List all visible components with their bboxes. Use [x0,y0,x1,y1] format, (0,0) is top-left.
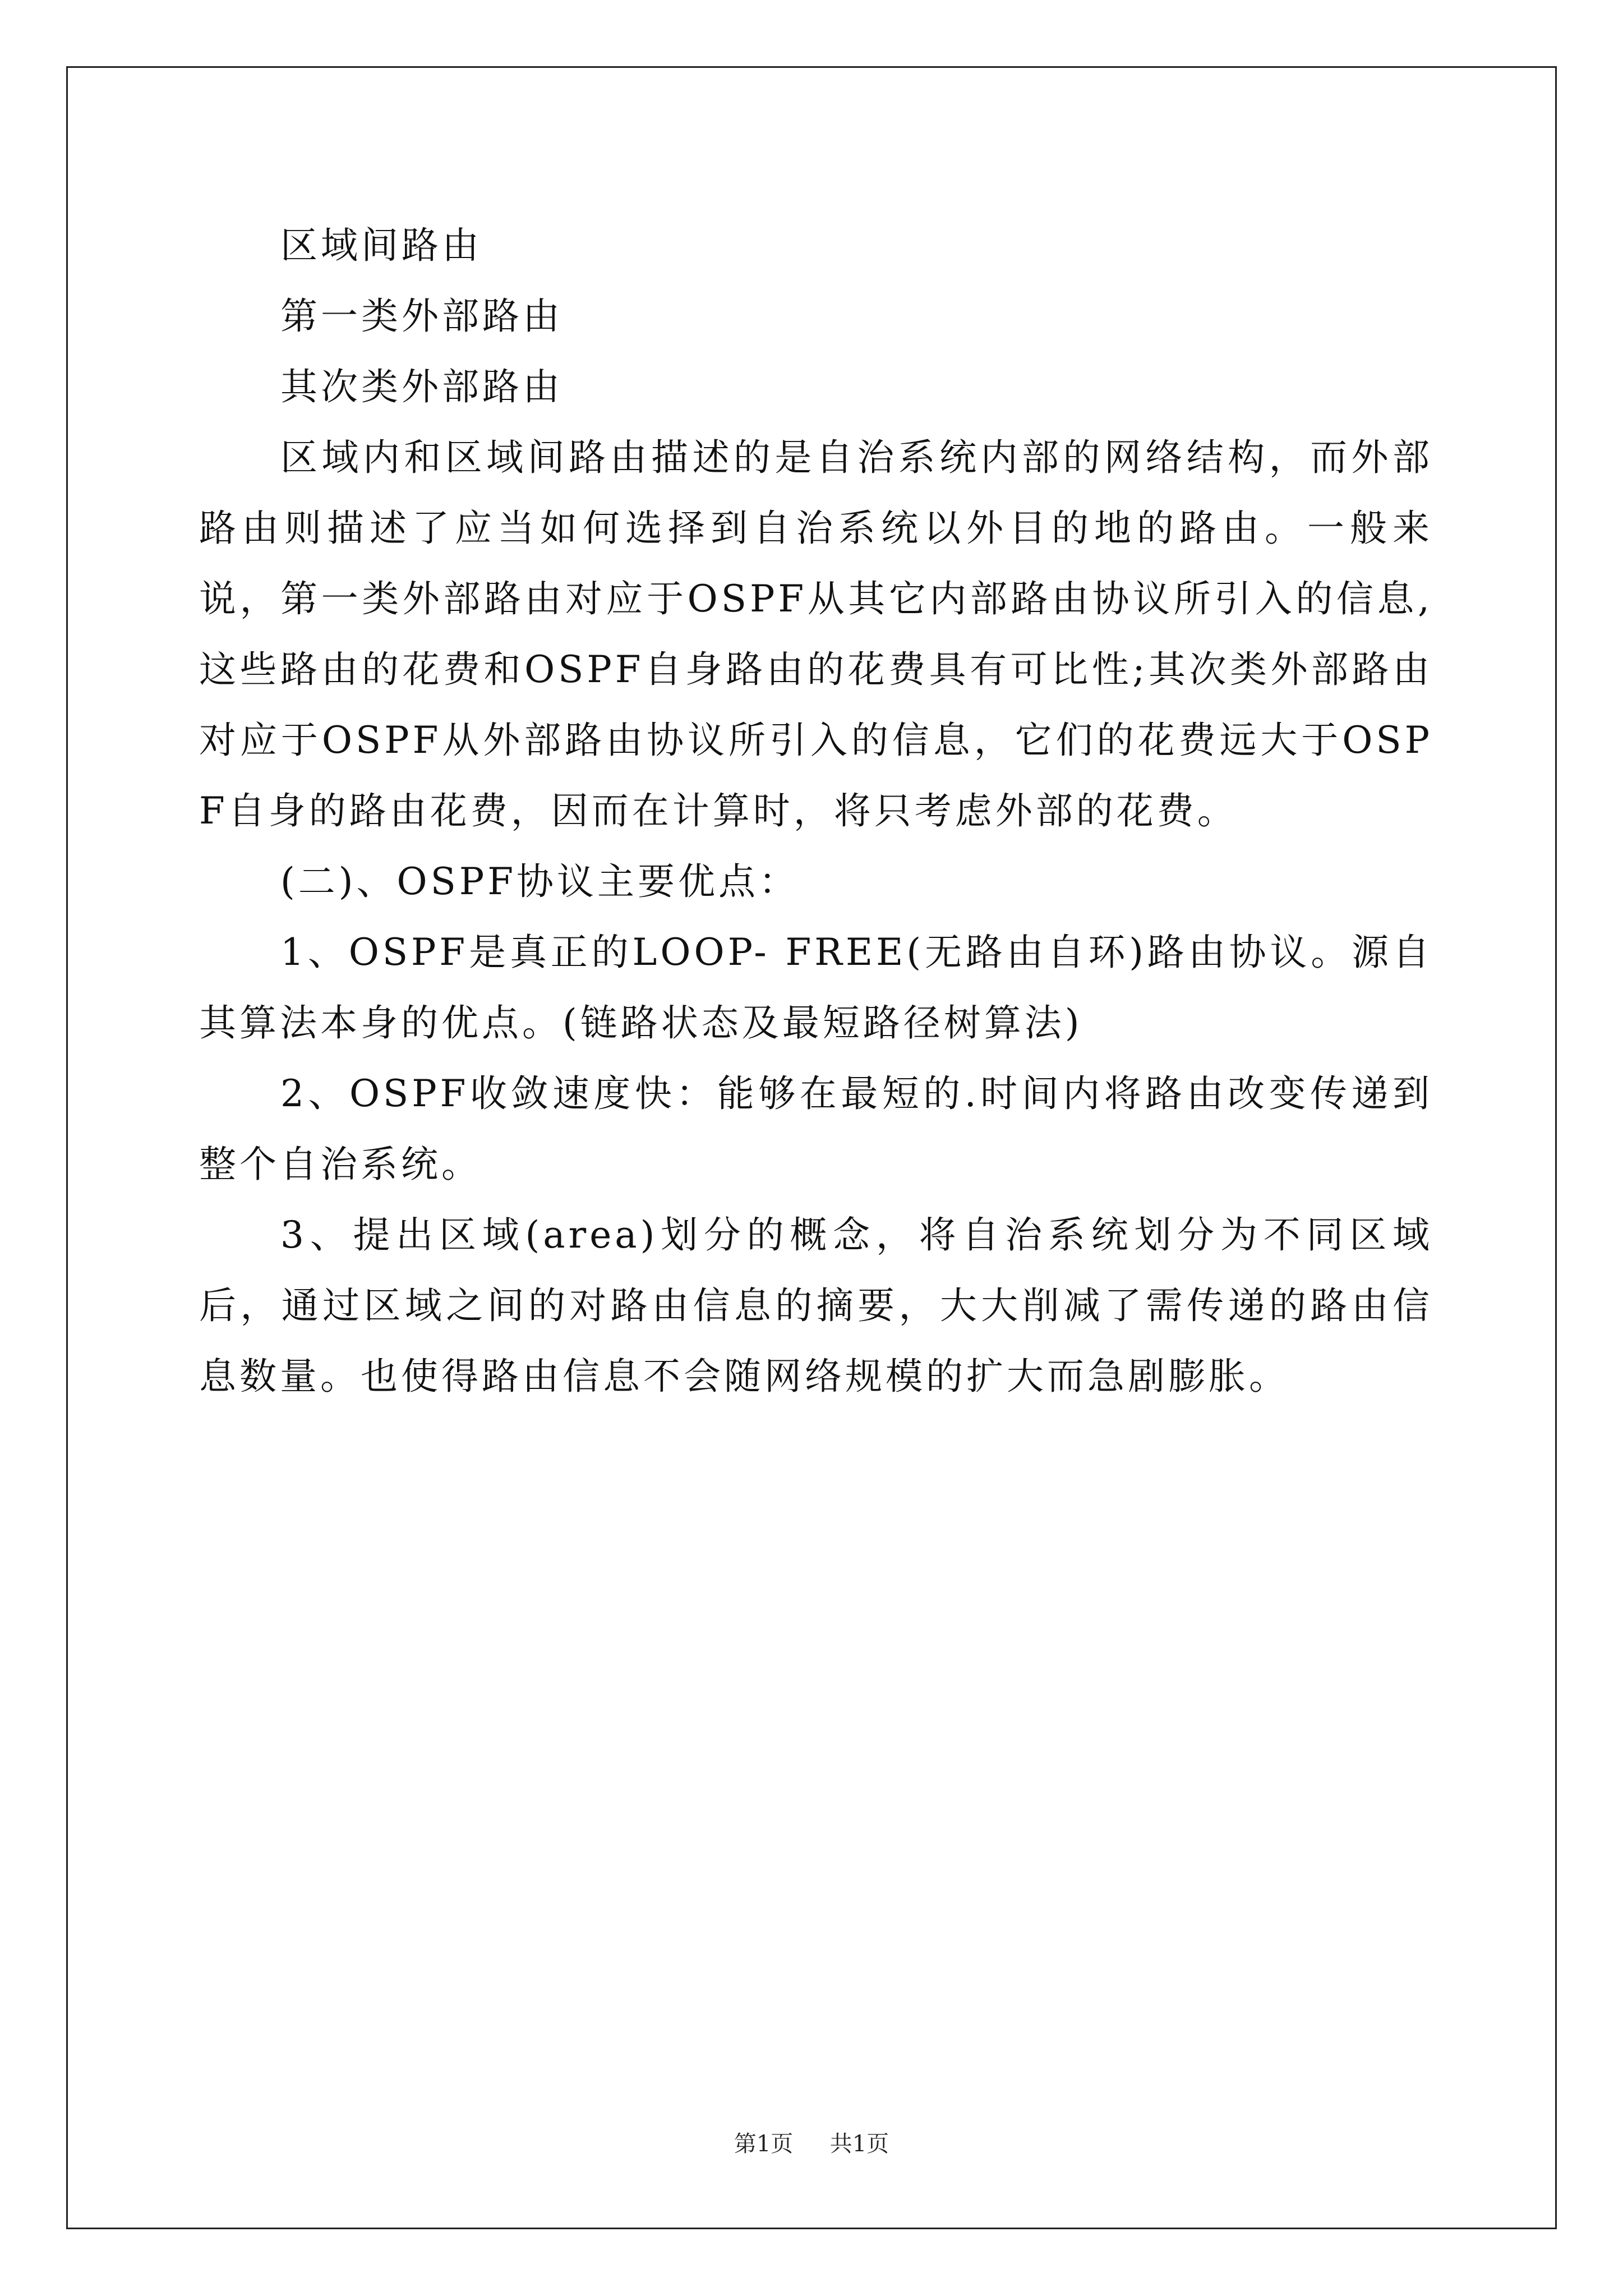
paragraph-2: 第一类外部路由 [280,295,563,338]
page-footer [0,2126,1623,2158]
paragraph-7: 2、OSPF收敛速度快：能够在最短的.时间内将路由改变传递到整个自治系统。 [199,1072,1433,1186]
paragraph-6: 1、OSPF是真正的LOOP- FREE(无路由自环)路由协议。源自其算法本身的优点。(链路状态及最短路径树算法) [199,931,1433,1045]
paragraph-5: (二)、OSPF协议主要优点： [280,860,800,903]
paragraph-4: 区域内和区域间路由描述的是自治系统内部的网络结构，而外部路由则描述了应当如何选择到自治系统以外目的地的路由。一般来说，第一类外部路由对应于OSPF从其它内部路由协议所引入的信息,这些路由的花费和OSPF自身路由的花费具有可比性;其次类外部路由对应于OSPF从外部路由协议所引入的信息，它们的花费远大于OSPF自身的路由花费，因而在计算时，将只考虑外部的花费。 [199,436,1433,832]
document-body [199,210,1433,1412]
page-number-current: 第1页 [734,2131,794,2157]
paragraph-1: 区域间路由 [280,224,482,267]
paragraph-3: 其次类外部路由 [280,365,563,408]
paragraph-8: 3、提出区域(area)划分的概念，将自治系统划分为不同区域后，通过区域之间的对路由信息的摘要，大大削减了需传递的路由信息数量。也使得路由信息不会随网络规模的扩大而急剧膨胀。 [199,1213,1433,1398]
page-number-total: 共1页 [829,2131,889,2157]
